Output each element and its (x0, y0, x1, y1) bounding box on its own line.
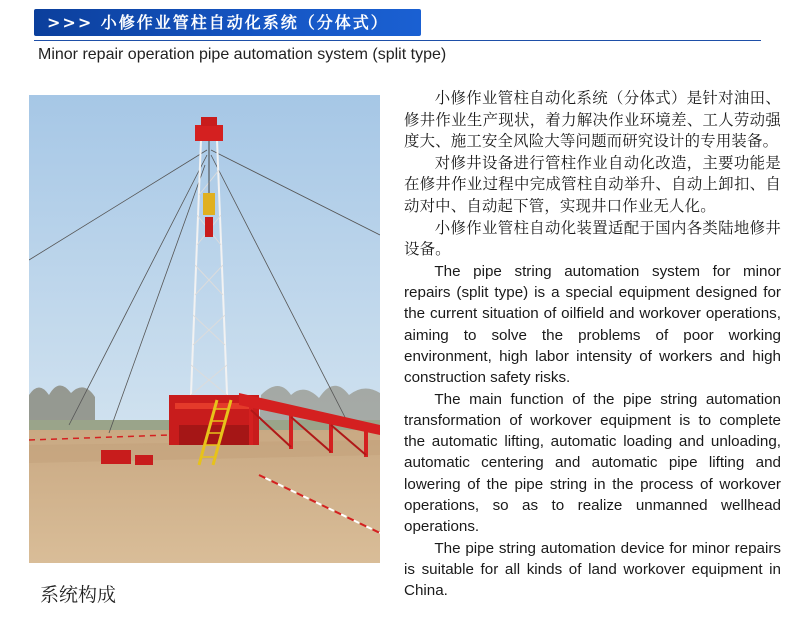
cn-paragraph-2: 对修井设备进行管柱作业自动化改造，主要功能是在修井作业过程中完成管柱自动举升、自动上卸扣、自动对中、自动起下管，实现井口作业无人化。 (404, 153, 781, 215)
description-text (404, 88, 781, 602)
en-paragraph-1: The pipe string automation system for minor repairs (split type) is a special equipment designed for the current situation of oilfield and workover operations, aiming to solve the problems of poor working environment, high labor intensity of workers and high construction safety risks. (404, 262, 781, 387)
header-rule (34, 40, 761, 41)
en-paragraph-2: The main function of the pipe string automation transformation of workover equipment is to complete the automatic lifting, automatic loading and unloading, automatic centering and automatic pipe lifting and lowering of the pipe string in the process of workover operations, so as to realize unmanned wellhead operations. (404, 390, 781, 536)
cn-paragraph-3: 小修作业管柱自动化装置适配于国内各类陆地修井设备。 (404, 218, 781, 259)
rig-illustration (29, 95, 380, 563)
banner-title: >>> 小修作业管柱自动化系统（分体式） (47, 13, 389, 32)
cn-paragraph-1: 小修作业管柱自动化系统（分体式）是针对油田、修井作业生产现状，着力解决作业环境差、工人劳动强度大、施工安全风险大等问题而研究设计的专用装备。 (404, 89, 781, 151)
en-paragraph-3: The pipe string automation device for minor repairs is suitable for all kinds of land workover equipment in China. (404, 539, 781, 600)
subtitle: Minor repair operation pipe automation system (split type) (38, 46, 447, 63)
photo-caption: 系统构成 (40, 584, 117, 606)
workover-rig-photo (29, 95, 380, 563)
